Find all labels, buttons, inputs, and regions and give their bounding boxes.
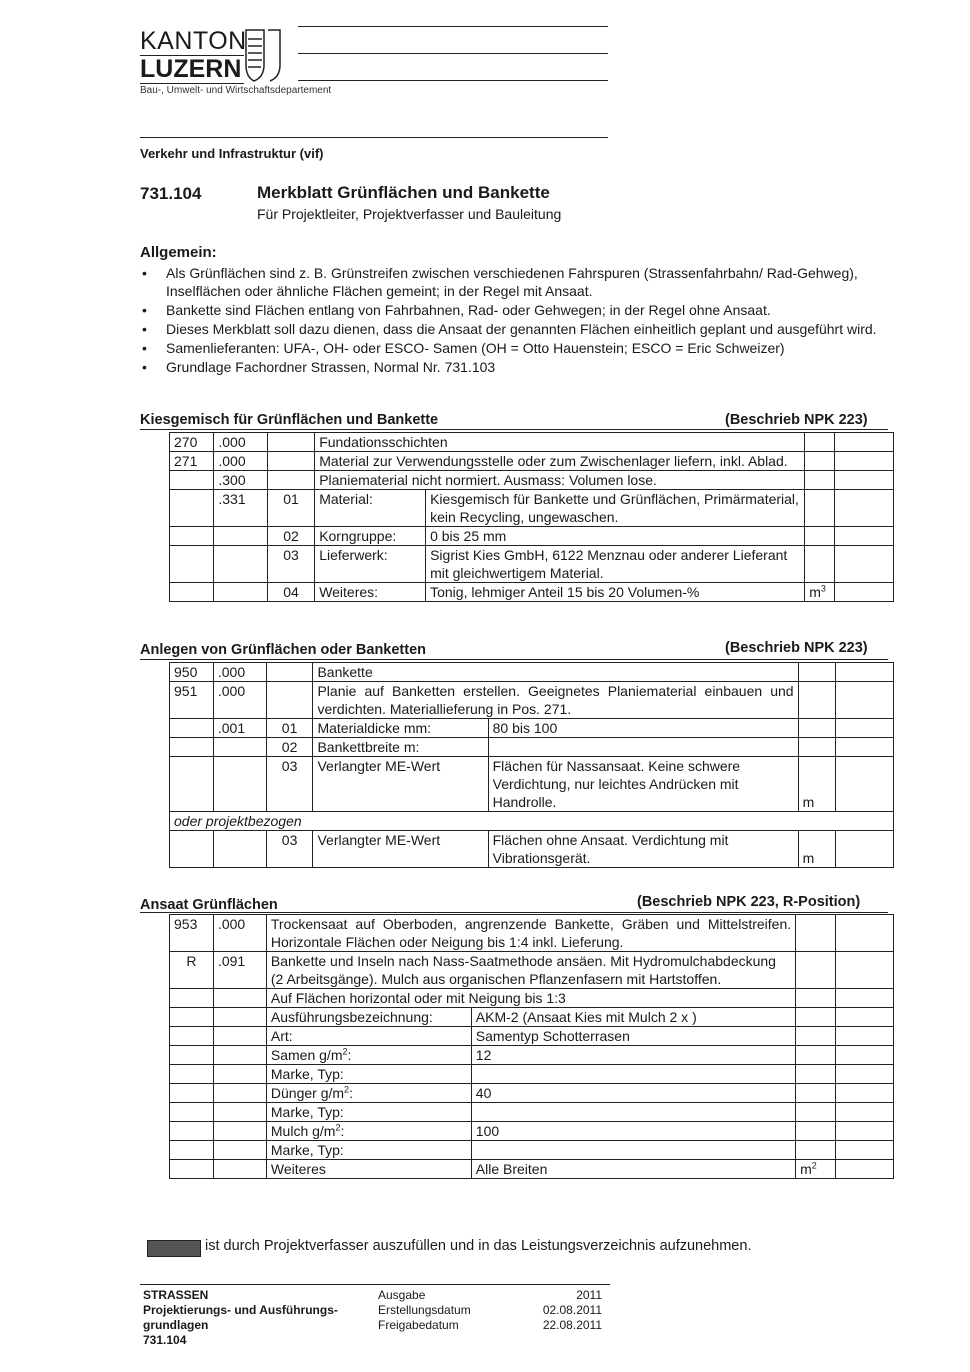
item-label: Material: — [315, 490, 426, 527]
item-label: Marke, Typ: — [266, 1141, 471, 1160]
item-label: Verlangter ME-Wert — [313, 831, 488, 868]
logo-text-kanton: KANTON — [140, 27, 247, 55]
item-label: Korngruppe: — [315, 527, 426, 546]
line-number: 03 — [267, 546, 314, 583]
footer-labels: Ausgabe Erstellungsdatum Freigabedatum — [378, 1288, 471, 1332]
item-label: Materialdicke mm: — [313, 719, 488, 738]
table-row — [170, 812, 894, 831]
document-number: 731.104 — [140, 184, 202, 203]
table-row — [170, 989, 894, 1008]
table-row — [170, 452, 894, 471]
section-reference: (Beschrieb NPK 223) — [725, 412, 868, 428]
table-row — [170, 719, 894, 738]
item-value: 100 — [471, 1122, 795, 1141]
item-value: 80 bis 100 — [488, 719, 798, 738]
section-title: Anlegen von Grünflächen oder Banketten — [140, 642, 427, 658]
section-reference: (Beschrieb NPK 223, R-Position) — [637, 894, 861, 910]
sub-position: .331 — [214, 490, 267, 527]
item-label: Marke, Typ: — [266, 1103, 471, 1122]
line-number: 01 — [266, 719, 313, 738]
quantity-input-box[interactable] — [835, 583, 894, 602]
quantity-input-box[interactable] — [836, 831, 894, 868]
item-text: Fundationsschichten — [315, 433, 805, 452]
footer-values: 2011 02.08.2011 22.08.2011 — [542, 1288, 602, 1332]
table-row — [170, 831, 894, 868]
item-label: Lieferwerk: — [315, 546, 426, 583]
item-label: Dünger $g/m^2$: — [266, 1084, 471, 1103]
table-row — [170, 738, 894, 757]
quantity-input-box[interactable] — [836, 1160, 894, 1179]
item-label: Bankettbreite m: — [313, 738, 488, 757]
line-number: 03 — [266, 831, 313, 868]
unit-label: $m^3$ — [805, 583, 835, 602]
anlegen-table — [169, 662, 894, 868]
logo-text-luzern: LUZERN — [140, 55, 242, 83]
kiesgemisch-table — [169, 432, 894, 602]
table-row — [170, 1122, 894, 1141]
sub-position: .000 — [214, 452, 267, 471]
position-number: 271 — [170, 452, 214, 471]
item-value: Tonig, lehmiger Anteil 15 bis 20 Volumen-% — [426, 583, 805, 602]
item-value: Alle Breiten — [471, 1160, 795, 1179]
quantity-input-box[interactable] — [836, 757, 894, 812]
document-title: Merkblatt Grünflächen und Bankette — [257, 183, 550, 202]
section-rule — [140, 429, 888, 430]
item-value: Kiesgemisch für Bankette und Grünflächen, Primärmaterial, kein Recycling, ungewaschen. — [426, 490, 805, 527]
table-row — [170, 1103, 894, 1122]
unit-label: m — [798, 831, 836, 868]
header-rule — [298, 53, 608, 54]
item-value: 40 — [471, 1084, 795, 1103]
item-label: Weiteres — [266, 1160, 471, 1179]
item-value: Flächen ohne Ansaat. Verdichtung mit Vibrationsgerät. — [488, 831, 798, 868]
alternative-note: oder projektbezogen — [170, 812, 894, 831]
line-number: 01 — [267, 490, 314, 527]
line-number: 03 — [266, 757, 313, 812]
section-rule — [140, 912, 888, 913]
document-subtitle: Für Projektleiter, Projektverfasser und Bauleitung — [257, 206, 562, 222]
legend-text: ist durch Projektverfasser auszufüllen und in das Leistungsverzeichnis aufzunehmen. — [205, 1238, 752, 1254]
item-value — [471, 1065, 795, 1084]
list-item: • Grundlage Fachordner Strassen, Normal Nr. 731.103 — [142, 359, 496, 375]
item-value: 12 — [471, 1046, 795, 1065]
sub-position: .300 — [214, 471, 267, 490]
table-row — [170, 1160, 894, 1179]
sub-position: .001 — [213, 719, 266, 738]
table-row — [170, 915, 894, 952]
item-text: Planiematerial nicht normiert. Ausmass: Volumen lose. — [315, 471, 805, 490]
position-number: 270 — [170, 433, 214, 452]
section-title: Ansaat Grünflächen — [140, 897, 278, 913]
line-number: 04 — [267, 583, 314, 602]
table-row — [170, 1027, 894, 1046]
list-item: • Dieses Merkblatt soll dazu dienen, dass die Ansaat der genannten Flächen einheitlich geplant und ausgeführt wird. — [142, 321, 877, 337]
item-value — [471, 1103, 795, 1122]
table-row — [170, 1046, 894, 1065]
item-text: Auf Flächen horizontal oder mit Neigung bis 1:3 — [266, 989, 795, 1008]
item-value — [471, 1141, 795, 1160]
table-row — [170, 952, 894, 989]
position-number: R — [170, 952, 214, 989]
footer-series: STRASSEN Projektierungs- und Ausführungs- grundlagen 731.104 — [143, 1288, 338, 1347]
item-text: Bankette — [313, 663, 798, 682]
item-text: Planie auf Banketten erstellen. Geeignetes Planiematerial einbauen und verdichten. Materiallieferung in Pos. 271. — [313, 682, 798, 719]
table-row — [170, 1084, 894, 1103]
item-value: AKM-2 (Ansaat Kies mit Mulch 2 x ) — [471, 1008, 795, 1027]
table-row — [170, 583, 894, 602]
item-label: Verlangter ME-Wert — [313, 757, 488, 812]
list-item: • Als Grünflächen sind z. B. Grünstreifen zwischen verschiedenen Fahrspuren (Strassenfahrbahn/ Rad-Gehweg), Inselflächen oder ähnliche Flächen gemeint; in der Regel mit Ansaat. — [142, 265, 858, 299]
position-number: 953 — [170, 915, 214, 952]
item-label: Mulch $g/m^2$: — [266, 1122, 471, 1141]
table-row — [170, 546, 894, 583]
item-value: Flächen für Nassansaat. Keine schwere Verdichtung, nur leichtes Andrücken mit Handrolle. — [488, 757, 798, 812]
item-text: Bankette und Inseln nach Nass-Saatmethode ansäen. Mit Hydromulchabdeckung (2 Arbeitsgänge). Mulch aus organischen Pflanzenfasern mit Hartstoffen. — [266, 952, 795, 989]
section-reference: (Beschrieb NPK 223) — [725, 640, 868, 656]
item-label: Samen $g/m^2$: — [266, 1046, 471, 1065]
item-text: Trockensaat auf Oberboden, angrenzende Bankette, Gräben und Mittelstreifen. Horizontale Flächen oder Neigung bis 1:4 inkl. Lieferung. — [266, 915, 795, 952]
item-value: Samentyp Schotterrasen — [471, 1027, 795, 1046]
table-row — [170, 490, 894, 527]
general-heading: Allgemein: — [140, 244, 217, 261]
footer-rule — [140, 1284, 610, 1285]
table-row — [170, 527, 894, 546]
item-value: 0 bis 25 mm — [426, 527, 805, 546]
item-label: Ausführungsbezeichnung: — [266, 1008, 471, 1027]
list-item: • Bankette sind Flächen entlang von Fahrbahnen, Rad- oder Gehwegen; in der Regel ohne Ansaat. — [142, 302, 771, 318]
position-number: 951 — [170, 682, 214, 719]
general-bullet-list — [140, 264, 900, 377]
line-number: 02 — [266, 738, 313, 757]
logo-rule — [140, 83, 244, 84]
section-title: Kiesgemisch für Grünflächen und Bankette — [140, 412, 439, 428]
sub-position: .000 — [213, 682, 266, 719]
division-name: Verkehr und Infrastruktur (vif) — [140, 146, 324, 161]
header-rule — [298, 80, 608, 81]
list-item: • Samenlieferanten: UFA-, OH- oder ESCO- Samen (OH = Otto Hauenstein; ESCO = Eric Schweizer) — [142, 340, 785, 356]
sub-position: .000 — [214, 433, 267, 452]
bankettbreite-input[interactable] — [488, 738, 798, 757]
item-label: Marke, Typ: — [266, 1065, 471, 1084]
sub-position: .091 — [213, 952, 266, 989]
unit-label: $m^2$ — [796, 1160, 836, 1179]
position-number: 950 — [170, 663, 214, 682]
item-label: Weiteres: — [315, 583, 426, 602]
table-row — [170, 1008, 894, 1027]
department-name: Bau-, Umwelt- und Wirtschaftsdepartement — [140, 85, 332, 96]
division-rule — [140, 137, 608, 138]
table-row — [170, 471, 894, 490]
header-rule — [298, 26, 608, 27]
table-row — [170, 1141, 894, 1160]
line-number: 02 — [267, 527, 314, 546]
fill-in-marker-swatch — [147, 1240, 201, 1257]
item-value: Sigrist Kies GmbH, 6122 Menznau oder anderer Lieferant mit gleichwertigem Material. — [426, 546, 805, 583]
item-text: Material zur Verwendungsstelle oder zum Zwischenlager liefern, inkl. Ablad. — [315, 452, 805, 471]
unit-label: m — [798, 757, 836, 812]
canton-crest-icon — [244, 27, 296, 85]
table-row — [170, 663, 894, 682]
item-label: Art: — [266, 1027, 471, 1046]
ansaat-table — [169, 914, 894, 1179]
table-row — [170, 682, 894, 719]
sub-position: .000 — [213, 915, 266, 952]
section-rule — [140, 659, 888, 660]
table-row — [170, 433, 894, 452]
table-row — [170, 1065, 894, 1084]
sub-position: .000 — [213, 663, 266, 682]
table-row — [170, 757, 894, 812]
